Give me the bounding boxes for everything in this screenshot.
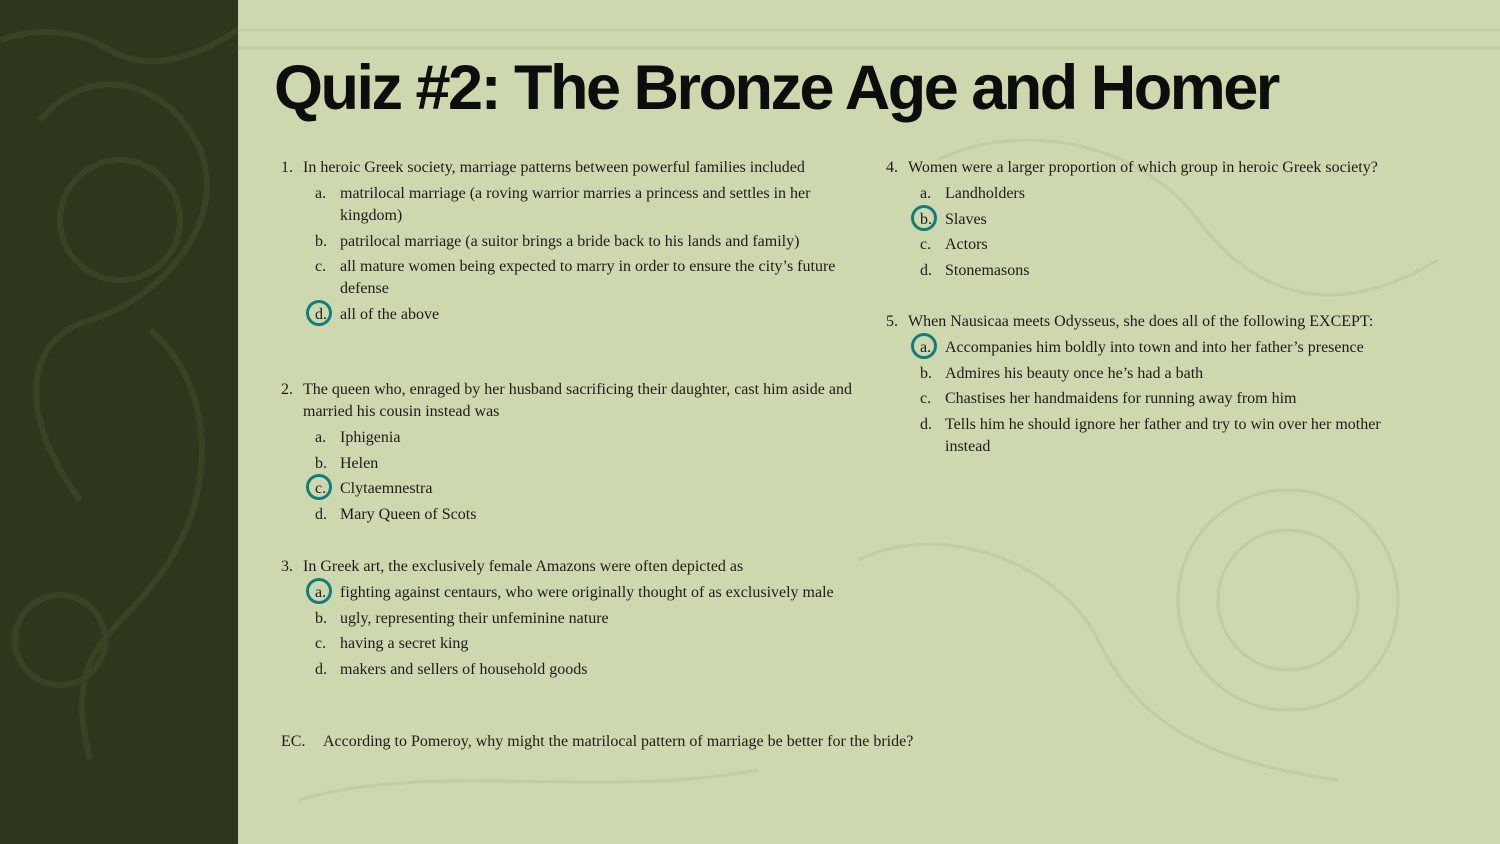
option-letter: c. xyxy=(920,390,932,408)
option-letter: d. xyxy=(920,261,932,279)
question-text: The queen who, enraged by her husband sacrificing their daughter, cast him aside and married his cousin instead was xyxy=(303,381,852,420)
option-c[interactable] xyxy=(309,256,841,300)
extra-credit-text: According to Pomeroy, why might the matrilocal pattern of marriage be better for the bride? xyxy=(323,733,914,750)
extra-credit xyxy=(281,731,913,753)
question-1 xyxy=(281,157,841,329)
option-letter: b. xyxy=(315,232,327,250)
option-letter: b. xyxy=(315,454,327,472)
left-decorative-band xyxy=(0,0,238,844)
option-letter: b. xyxy=(315,609,327,627)
option-letter xyxy=(914,337,945,359)
question-3 xyxy=(281,556,881,684)
option-letter-text: c. xyxy=(315,480,327,498)
option-a[interactable] xyxy=(914,337,1406,359)
question-text: When Nausicaa meets Odysseus, she does all of the following EXCEPT: xyxy=(908,313,1374,330)
question-number: 4. xyxy=(886,159,898,176)
page-title: Quiz #2: The Bronze Age and Homer xyxy=(274,53,1278,123)
option-a[interactable] xyxy=(914,183,1466,205)
option-d[interactable] xyxy=(309,659,881,681)
option-text: Clytaemnestra xyxy=(340,480,433,498)
option-d[interactable] xyxy=(914,414,1406,458)
option-c[interactable] xyxy=(914,234,1466,256)
option-text: ugly, representing their unfeminine nature xyxy=(340,609,609,627)
option-text: matrilocal marriage (a roving warrior marries a princess and settles in her kingdom) xyxy=(340,185,811,224)
option-text: Chastises her handmaidens for running away from him xyxy=(945,390,1297,408)
option-b[interactable] xyxy=(914,209,1466,231)
answer-circle-icon xyxy=(306,300,332,326)
option-letter: a. xyxy=(315,185,327,202)
option-c[interactable] xyxy=(309,633,881,655)
option-letter: b. xyxy=(920,364,932,382)
option-text: Helen xyxy=(340,454,379,472)
question-number: 5. xyxy=(886,313,898,330)
question-4 xyxy=(886,157,1466,285)
option-letter: c. xyxy=(920,236,932,254)
option-text: having a secret king xyxy=(340,635,469,653)
question-number: 1. xyxy=(281,159,293,176)
option-text: Mary Queen of Scots xyxy=(340,505,477,523)
answer-circle-icon xyxy=(911,333,937,359)
option-text: all mature women being expected to marry in order to ensure the city’s future defense xyxy=(340,258,836,298)
option-text: Admires his beauty once he’s had a bath xyxy=(945,364,1204,382)
option-text: patrilocal marriage (a suitor brings a bride back to his lands and family) xyxy=(340,232,800,250)
option-d[interactable] xyxy=(309,304,841,326)
question-2 xyxy=(281,379,861,529)
option-letter xyxy=(309,304,340,326)
option-text: Accompanies him boldly into town and into her father’s presence xyxy=(945,339,1364,356)
quiz-slide xyxy=(238,0,1500,844)
option-letter: d. xyxy=(315,660,327,678)
option-text: Actors xyxy=(945,236,988,254)
option-text: Iphigenia xyxy=(340,429,401,446)
question-text: In heroic Greek society, marriage patterns between powerful families included xyxy=(303,159,805,176)
option-text: Stonemasons xyxy=(945,261,1030,279)
extra-credit-label: EC. xyxy=(281,733,306,750)
decorative-pattern xyxy=(0,0,238,844)
option-letter: c. xyxy=(315,635,327,653)
option-c[interactable] xyxy=(309,478,861,500)
option-letter: a. xyxy=(920,185,932,202)
option-a[interactable] xyxy=(309,427,861,449)
question-5 xyxy=(886,311,1406,461)
question-number: 2. xyxy=(281,381,293,398)
option-letter-text: b. xyxy=(920,210,932,228)
question-text: In Greek art, the exclusively female Amazons were often depicted as xyxy=(303,558,744,575)
option-letter: c. xyxy=(315,258,327,276)
answer-circle-icon xyxy=(306,474,332,500)
answer-circle-icon xyxy=(911,205,937,231)
option-a[interactable] xyxy=(309,183,841,227)
option-text: fighting against centaurs, who were originally thought of as exclusively male xyxy=(340,584,834,601)
option-text: Landholders xyxy=(945,185,1025,202)
option-letter-text: a. xyxy=(315,584,327,601)
option-text: all of the above xyxy=(340,305,440,323)
option-b[interactable] xyxy=(309,231,841,253)
option-b[interactable] xyxy=(914,363,1406,385)
option-letter-text: d. xyxy=(315,305,327,323)
option-letter: a. xyxy=(315,429,327,446)
option-text: Slaves xyxy=(945,210,987,228)
answer-circle-icon xyxy=(306,578,332,604)
option-letter: d. xyxy=(920,415,932,433)
option-b[interactable] xyxy=(309,453,861,475)
option-letter-text: a. xyxy=(920,339,932,356)
option-letter xyxy=(914,209,945,231)
option-text: makers and sellers of household goods xyxy=(340,660,588,678)
question-text: Women were a larger proportion of which group in heroic Greek society? xyxy=(908,159,1378,176)
option-b[interactable] xyxy=(309,608,881,630)
question-number: 3. xyxy=(281,558,293,575)
option-letter xyxy=(309,582,340,604)
option-letter xyxy=(309,478,340,500)
option-a[interactable] xyxy=(309,582,881,604)
option-d[interactable] xyxy=(309,504,861,526)
option-d[interactable] xyxy=(914,260,1466,282)
option-c[interactable] xyxy=(914,388,1406,410)
option-text: Tells him he should ignore her father and try to win over her mother instead xyxy=(945,415,1381,455)
option-letter: d. xyxy=(315,505,327,523)
